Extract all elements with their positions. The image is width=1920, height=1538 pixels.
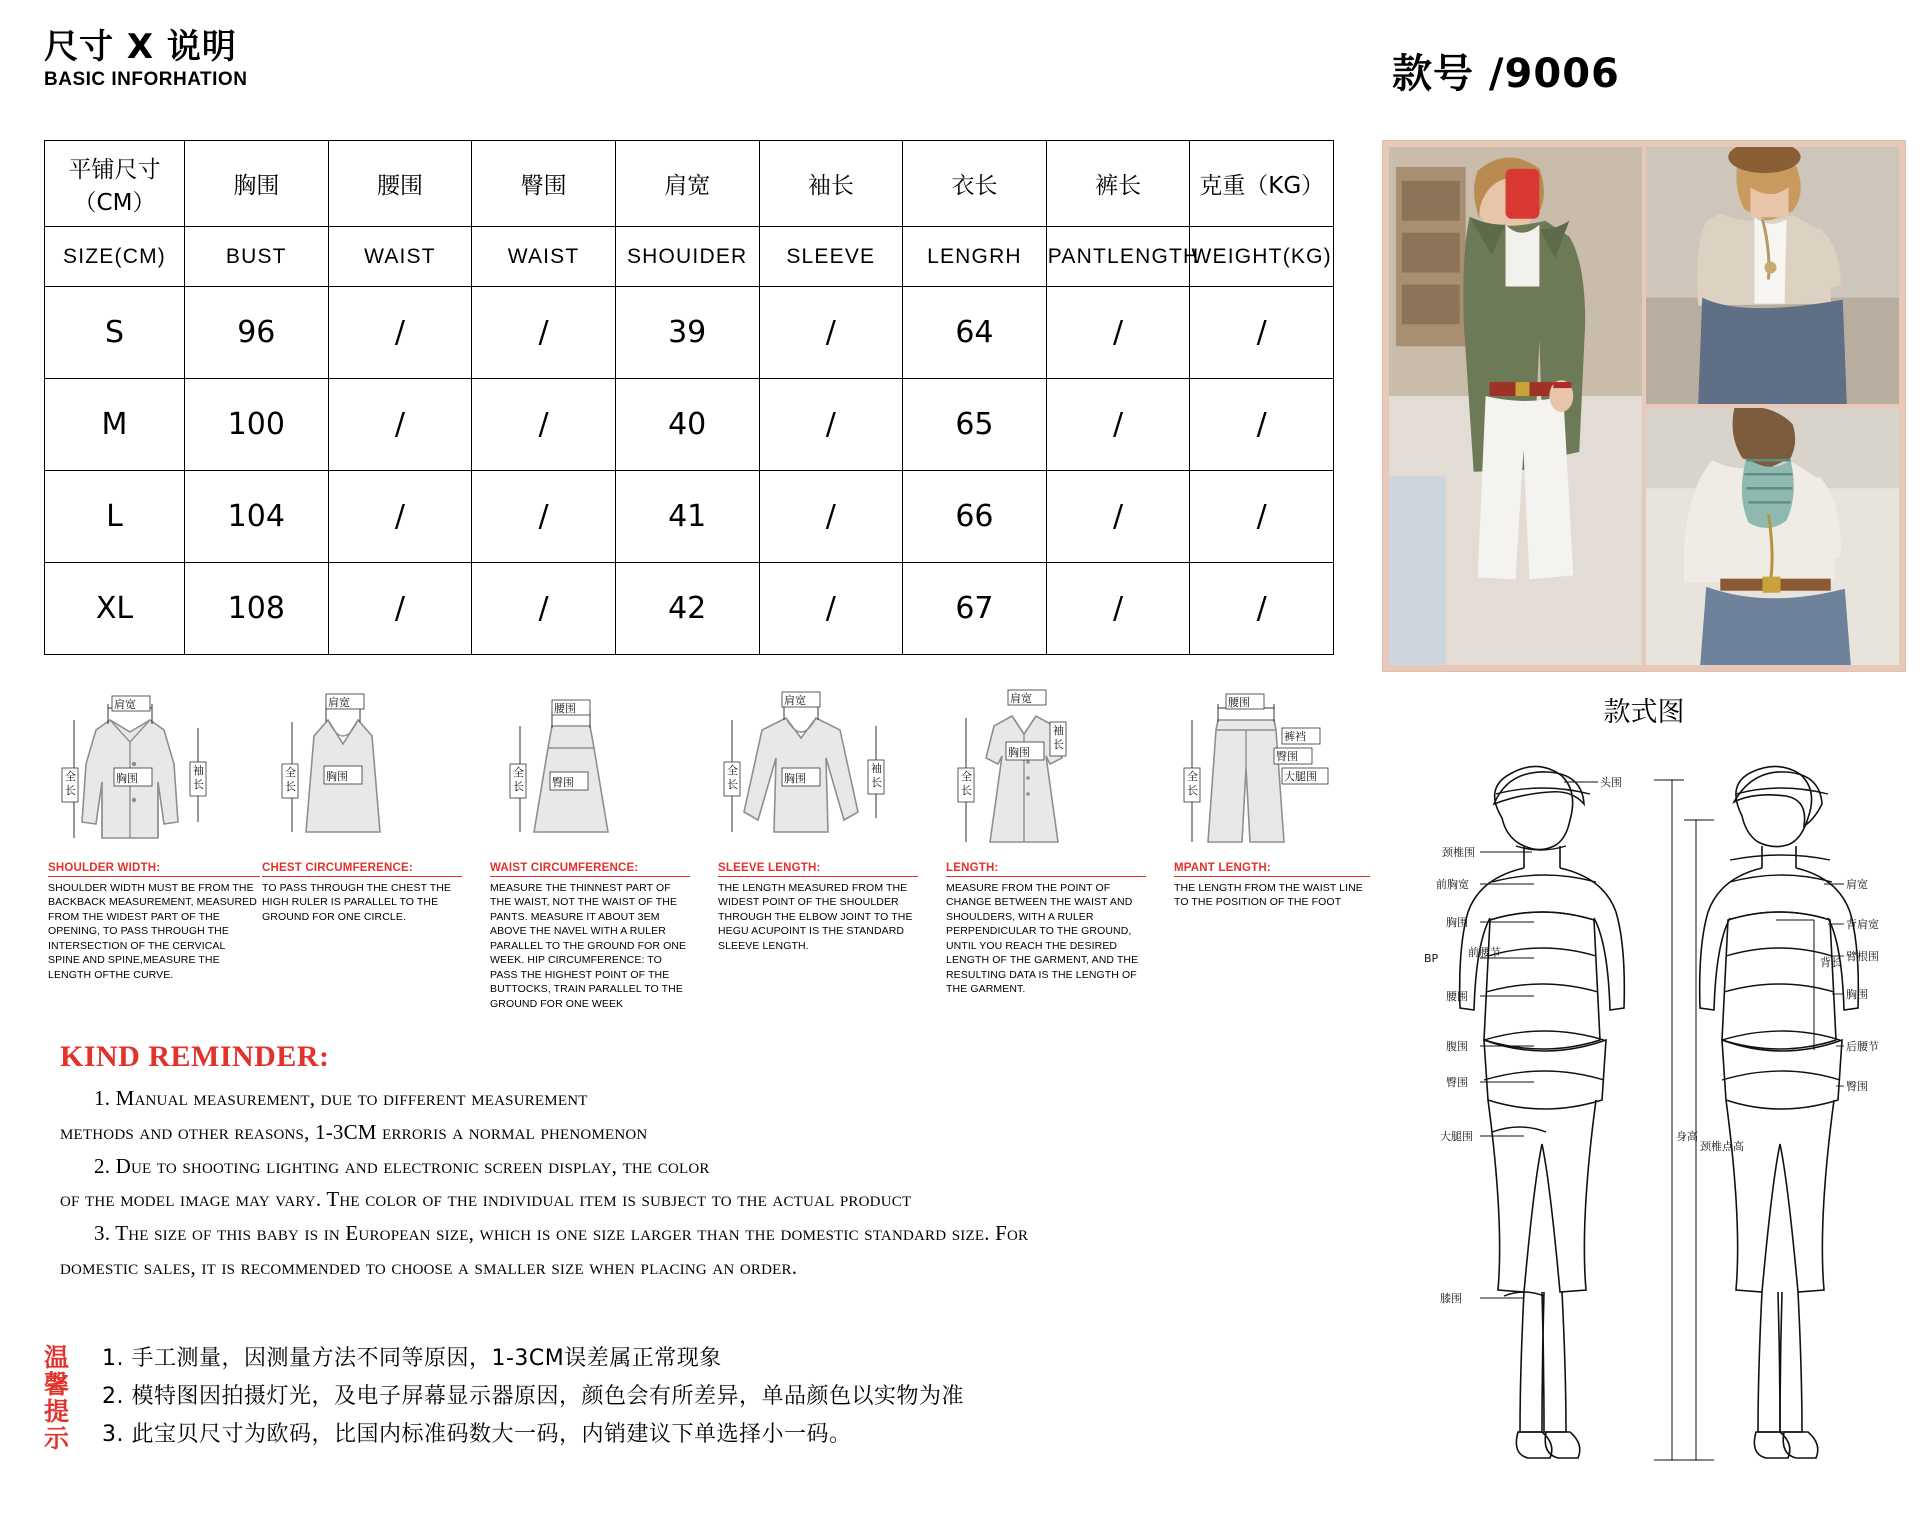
svg-text:前腰节: 前腰节 xyxy=(1468,946,1501,959)
reminder-line-5: 3. The size of this baby is in European size, which is one size larger than the domestic standard size. For xyxy=(94,1221,1029,1246)
svg-text:长: 长 xyxy=(961,784,972,797)
svg-text:肩宽: 肩宽 xyxy=(328,696,350,709)
svg-text:全: 全 xyxy=(285,766,296,779)
cell-hip-xl: / xyxy=(472,563,616,655)
diagram-title: CHEST CIRCUMFERENCE: xyxy=(262,862,462,877)
header-cell-weight-cn: 克重（KG） xyxy=(1190,141,1334,227)
svg-text:肩宽: 肩宽 xyxy=(114,698,136,711)
skirt-illustration xyxy=(490,672,690,862)
header-cell-sleeve-en: SLEEVE xyxy=(759,227,903,287)
header-cell-length-cn: 衣长 xyxy=(903,141,1047,227)
table-header-row-en xyxy=(45,227,1334,287)
badge-char-2: 馨 xyxy=(44,1370,70,1399)
cell-sleeve-s: / xyxy=(759,287,903,379)
style-drawing-caption: 款式图 xyxy=(1603,697,1685,728)
svg-text:长: 长 xyxy=(193,778,204,791)
header-cell-shoulder-en: SHOUIDER xyxy=(615,227,759,287)
svg-text:后腰节: 后腰节 xyxy=(1846,1040,1879,1053)
trousers-illustration xyxy=(1174,672,1370,862)
reminder-line-2: methods and other reasons, 1-3CM erroris a normal phenomenon xyxy=(60,1119,648,1144)
svg-text:全: 全 xyxy=(961,770,972,783)
cell-weight-m: / xyxy=(1190,379,1334,471)
diagram-body: THE LENGTH FROM THE WAIST LINE TO THE POSITION OF THE FOOT xyxy=(1174,882,1363,909)
svg-text:长: 长 xyxy=(1053,738,1064,751)
diagram-sleeve-length xyxy=(718,672,918,953)
table-row xyxy=(45,379,1334,471)
header-cell-size-en: SIZE(CM) xyxy=(45,227,185,287)
svg-text:全: 全 xyxy=(1187,770,1198,783)
svg-text:长: 长 xyxy=(727,778,738,791)
cell-waist-s: / xyxy=(328,287,472,379)
svg-text:肩宽: 肩宽 xyxy=(1846,878,1868,891)
model-photo-scarf-look xyxy=(1646,408,1899,665)
table-row xyxy=(45,287,1334,379)
cell-bust-m: 100 xyxy=(185,379,329,471)
diagram-body: MEASURE FROM THE POINT OF CHANGE BETWEEN THE WAIST AND SHOULDERS, WITH A RULER PERPENDICULAR TO THE GROUND, UNTIL YOU REACH THE DESIRED LENGTH OF THE GARMENT, AND THE RESULTING DATA IS THE LENGTH OF THE GARMENT. xyxy=(946,882,1139,996)
model-photo-green-blazer xyxy=(1389,147,1642,665)
cell-waist-l: / xyxy=(328,471,472,563)
cell-shoulder-xl: 42 xyxy=(615,563,759,655)
header-cell-waist-cn: 腰围 xyxy=(328,141,472,227)
reminder-line-1: 1. Manual measurement, due to different measurement xyxy=(94,1086,588,1110)
svg-text:臀围: 臀围 xyxy=(1446,1076,1468,1089)
model-photo-beige-jacket xyxy=(1646,147,1899,404)
cell-weight-l: / xyxy=(1190,471,1334,563)
header-cell-pantlength-cn: 裤长 xyxy=(1046,141,1190,227)
svg-text:袖: 袖 xyxy=(193,764,204,777)
svg-text:全: 全 xyxy=(513,766,524,779)
diagram-waist-circumference xyxy=(490,672,690,1011)
svg-text:背肩宽: 背肩宽 xyxy=(1846,918,1879,931)
svg-text:袖: 袖 xyxy=(871,762,882,775)
cell-bust-s: 96 xyxy=(185,287,329,379)
svg-text:身高: 身高 xyxy=(1676,1130,1698,1143)
table-row xyxy=(45,471,1334,563)
cell-size-xl: XL xyxy=(45,563,185,655)
cell-length-m: 65 xyxy=(903,379,1047,471)
svg-text:腹围: 腹围 xyxy=(1446,1040,1468,1053)
long-sleeve-illustration xyxy=(718,672,918,862)
chinese-notes-lines xyxy=(102,1340,964,1453)
svg-text:腰围: 腰围 xyxy=(554,702,576,715)
diagram-title: SLEEVE LENGTH: xyxy=(718,862,918,877)
cell-hip-l: / xyxy=(472,471,616,563)
header-cell-flat-size xyxy=(45,141,185,227)
kind-reminder-block xyxy=(60,1040,1380,1287)
cell-pantlength-l: / xyxy=(1046,471,1190,563)
svg-text:裤裆: 裤裆 xyxy=(1284,730,1306,743)
header-cell-weight-en: WEIGHT(KG) xyxy=(1190,227,1334,287)
svg-text:胸围: 胸围 xyxy=(1446,916,1468,929)
cell-size-m: M xyxy=(45,379,185,471)
header-cell-shoulder-cn: 肩宽 xyxy=(615,141,759,227)
badge-char-3: 提 xyxy=(44,1397,70,1426)
chinese-note-2: 2. 模特图因拍摄灯光，及电子屏幕显示器原因，颜色会有所差异，单品颜色以实物为准 xyxy=(102,1383,964,1409)
svg-text:全: 全 xyxy=(727,764,738,777)
svg-text:胸围: 胸围 xyxy=(784,772,806,785)
blazer-illustration xyxy=(48,672,260,862)
svg-text:头围: 头围 xyxy=(1600,776,1622,789)
svg-text:胸围: 胸围 xyxy=(1008,746,1030,759)
svg-text:长: 长 xyxy=(513,780,524,793)
svg-text:胸围: 胸围 xyxy=(326,770,348,783)
svg-text:肩宽: 肩宽 xyxy=(784,694,806,707)
header-cell-bust-en: BUST xyxy=(185,227,329,287)
svg-text:臀围: 臀围 xyxy=(1846,1080,1868,1093)
svg-text:大腿围: 大腿围 xyxy=(1440,1130,1473,1143)
cell-hip-m: / xyxy=(472,379,616,471)
svg-text:大腿围: 大腿围 xyxy=(1284,770,1317,783)
svg-text:腰围: 腰围 xyxy=(1446,990,1468,1003)
cell-size-s: S xyxy=(45,287,185,379)
chinese-note-1: 1. 手工测量，因测量方法不同等原因，1-3CM误差属正常现象 xyxy=(102,1346,722,1371)
cell-shoulder-l: 41 xyxy=(615,471,759,563)
svg-text:臀围: 臀围 xyxy=(1276,750,1298,763)
diagram-body: THE LENGTH MEASURED FROM THE WIDEST POINT OF THE SHOULDER THROUGH THE ELBOW JOINT TO THE HEGU ACUPOINT IS THE STANDARD SLEEVE LENGTH. xyxy=(718,882,913,952)
svg-text:臂根围: 臂根围 xyxy=(1846,950,1879,963)
reminder-line-6: domestic sales, it is recommended to choose a smaller size when placing an order. xyxy=(60,1255,798,1280)
header-cell-bust-cn: 胸围 xyxy=(185,141,329,227)
style-number: 款号 /9006 xyxy=(1392,51,1620,97)
svg-text:膝围: 膝围 xyxy=(1440,1292,1462,1305)
header-cell-waist-en: WAIST xyxy=(328,227,472,287)
svg-text:长: 长 xyxy=(285,780,296,793)
cell-waist-xl: / xyxy=(328,563,472,655)
header-flat-size-line1: 平铺尺寸 xyxy=(68,156,161,183)
cell-length-s: 64 xyxy=(903,287,1047,379)
reminder-heading: KIND REMINDER: xyxy=(60,1040,330,1073)
cell-shoulder-s: 39 xyxy=(615,287,759,379)
measurement-diagrams xyxy=(30,672,1370,1042)
table-header-row-cn xyxy=(45,141,1334,227)
svg-text:颈椎点高: 颈椎点高 xyxy=(1700,1140,1744,1153)
svg-text:胸围: 胸围 xyxy=(116,772,138,785)
cell-size-l: L xyxy=(45,471,185,563)
diagram-length xyxy=(946,672,1146,997)
header-flat-size-line2: （CM） xyxy=(73,189,156,216)
cell-shoulder-m: 40 xyxy=(615,379,759,471)
diagram-title: LENGTH: xyxy=(946,862,1146,877)
title-english: BASIC INFORHATION xyxy=(44,69,248,91)
svg-text:袖: 袖 xyxy=(1053,724,1064,737)
svg-text:臀围: 臀围 xyxy=(552,776,574,789)
diagram-title: WAIST CIRCUMFERENCE: xyxy=(490,862,690,877)
title-chinese: 尺寸 X 说明 xyxy=(44,27,237,67)
model-photo-frame xyxy=(1382,140,1906,672)
header-cell-pantlength-en: PANTLENGTH xyxy=(1046,227,1190,287)
diagram-title: SHOULDER WIDTH: xyxy=(48,862,260,877)
header-cell-hip-cn: 臀围 xyxy=(472,141,616,227)
chinese-notes-block xyxy=(44,1340,1364,1453)
diagram-body: TO PASS THROUGH THE CHEST THE HIGH RULER IS PARALLEL TO THE GROUND FOR ONE CIRCLE. xyxy=(262,882,452,923)
diagram-chest-circumference xyxy=(262,672,462,924)
technical-body-drawing xyxy=(1384,760,1914,1520)
diagram-pant-length xyxy=(1174,672,1370,910)
svg-text:前胸宽: 前胸宽 xyxy=(1436,878,1469,891)
cell-bust-xl: 108 xyxy=(185,563,329,655)
svg-text:胸围: 胸围 xyxy=(1846,988,1868,1001)
right-column xyxy=(1378,0,1920,1538)
cell-sleeve-xl: / xyxy=(759,563,903,655)
svg-text:背长: 背长 xyxy=(1820,956,1842,969)
cell-length-xl: 67 xyxy=(903,563,1047,655)
cell-pantlength-xl: / xyxy=(1046,563,1190,655)
cell-hip-s: / xyxy=(472,287,616,379)
svg-text:肩宽: 肩宽 xyxy=(1010,692,1032,705)
page-title xyxy=(44,28,247,91)
cell-sleeve-m: / xyxy=(759,379,903,471)
cell-weight-xl: / xyxy=(1190,563,1334,655)
diagram-body: MEASURE THE THINNEST PART OF THE WAIST, NOT THE WAIST OF THE PANTS. MEASURE IT ABOUT 3EM ABOVE THE NAVEL WITH A RULER PARALLEL TO THE GROUND FOR ONE WEEK. HIP CIRCUMFERENCE: TO PASS THE HIGHEST POINT OF THE BUTTOCKS, TRAIN PARALLEL TO THE GROUND FOR ONE WEEK xyxy=(490,882,687,1010)
tank-top-illustration xyxy=(262,672,462,862)
cell-waist-m: / xyxy=(328,379,472,471)
svg-text:长: 长 xyxy=(871,776,882,789)
dress-illustration xyxy=(946,672,1146,862)
svg-text:颈椎围: 颈椎围 xyxy=(1442,846,1475,859)
svg-text:腰围: 腰围 xyxy=(1228,696,1250,709)
cell-weight-s: / xyxy=(1190,287,1334,379)
diagram-body: SHOULDER WIDTH MUST BE FROM THE BACKBACK MEASUREMENT, MEASURED FROM THE WIDEST PART OF THE OPENING, TO PASS THROUGH THE INTERSECTION OF THE CERVICAL SPINE AND SPINE,MEASURE THE LENGTH OFTHE CURVE. xyxy=(48,882,257,981)
model-photo-grid xyxy=(1389,147,1899,665)
cell-pantlength-s: / xyxy=(1046,287,1190,379)
svg-text:BP: BP xyxy=(1424,952,1439,965)
svg-text:全: 全 xyxy=(65,770,76,783)
header-cell-sleeve-cn: 袖长 xyxy=(759,141,903,227)
chinese-note-3: 3. 此宝贝尺寸为欧码，比国内标准码数大一码，内销建议下单选择小一码。 xyxy=(102,1421,852,1447)
cell-pantlength-m: / xyxy=(1046,379,1190,471)
svg-text:长: 长 xyxy=(65,784,76,797)
cell-sleeve-l: / xyxy=(759,471,903,563)
size-table xyxy=(44,140,1334,655)
reminder-line-3: 2. Due to shooting lighting and electronic screen display, the color xyxy=(94,1153,710,1178)
cell-length-l: 66 xyxy=(903,471,1047,563)
reminder-line-4: of the model image may vary. The color of the individual item is subject to the actual product xyxy=(60,1187,912,1212)
diagram-shoulder-width xyxy=(48,672,260,982)
diagram-title: MPANT LENGTH: xyxy=(1174,862,1370,877)
table-row xyxy=(45,563,1334,655)
badge-char-4: 示 xyxy=(44,1424,70,1453)
cell-bust-l: 104 xyxy=(185,471,329,563)
header-cell-hip-en: WAIST xyxy=(472,227,616,287)
chinese-notes-badge xyxy=(44,1340,84,1453)
svg-text:长: 长 xyxy=(1187,784,1198,797)
header-cell-length-en: LENGRH xyxy=(903,227,1047,287)
badge-char-1: 温 xyxy=(44,1343,70,1372)
